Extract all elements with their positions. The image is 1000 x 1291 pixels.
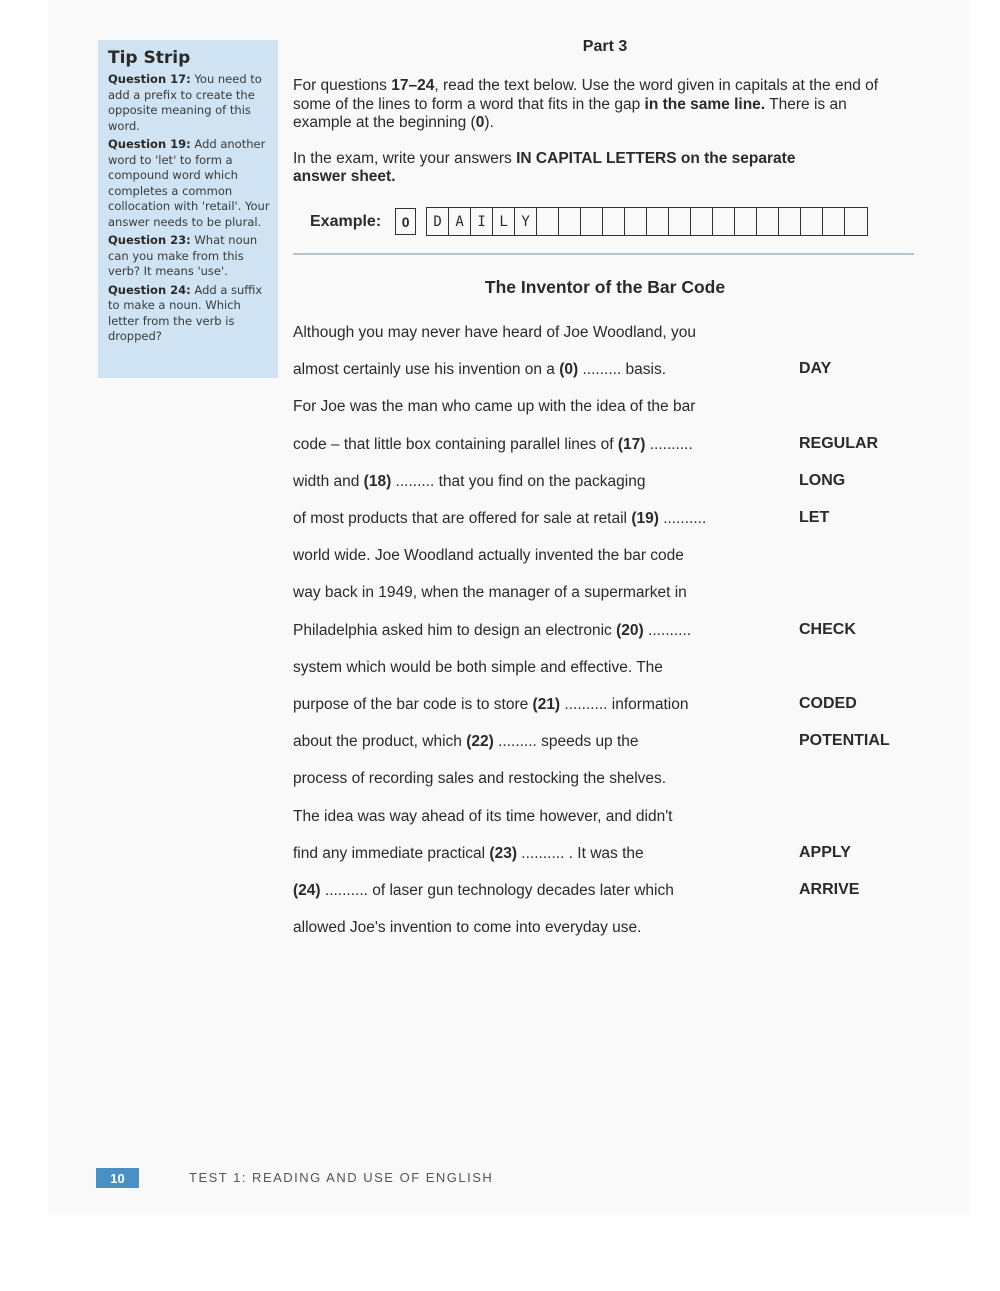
- keyword: LET: [799, 509, 830, 526]
- gap-number: (20): [616, 622, 644, 639]
- gap-number: (17): [617, 436, 646, 453]
- tip-label: Question 17:: [108, 72, 191, 86]
- example-answer-boxes: [426, 207, 868, 236]
- gap-number: (24): [293, 882, 321, 899]
- instr-bold: answer sheet.: [293, 168, 396, 185]
- text-fragment: system which would be both simple and effective. The: [293, 659, 663, 676]
- tip-text: What noun can you make from this verb? It means 'use'.: [108, 233, 258, 278]
- text-fragment: .......... . It was the: [517, 845, 644, 862]
- example-letter-box: Y: [515, 208, 537, 235]
- tip-item-q23: [108, 233, 270, 280]
- instr-text: , read the text below. Use the word given in capitals at the end of some of the lines to form a word that fits in the gap: [293, 77, 879, 113]
- tip-text: You need to add a prefix to create the opposite meaning of this word.: [108, 72, 262, 133]
- part-heading: Part 3: [582, 38, 628, 55]
- text-line: [293, 659, 663, 677]
- text-fragment: Philadelphia asked him to design an electronic: [293, 622, 617, 639]
- example-letter-box: I: [471, 208, 493, 235]
- example-letter-box: [779, 208, 801, 235]
- text-fragment: of most products that are offered for sale at retail: [293, 510, 632, 527]
- example-letter-box: [801, 208, 823, 235]
- text-fragment: width and: [293, 473, 364, 490]
- tip-strip: [98, 40, 278, 378]
- example-letter-box: [757, 208, 779, 235]
- text-fragment: way back in 1949, when the manager of a supermarket in: [293, 584, 687, 601]
- keyword: CODED: [799, 695, 857, 712]
- text-line: [293, 919, 641, 937]
- text-line: [293, 808, 673, 826]
- text-fragment: The idea was way ahead of its time however, and didn't: [293, 808, 673, 825]
- text-fragment: ..........: [658, 510, 707, 527]
- example-label: Example:: [310, 212, 382, 230]
- text-fragment: almost certainly use his invention on a: [293, 361, 560, 378]
- text-fragment: code – that little box containing parallel lines of: [293, 436, 618, 453]
- keyword: ARRIVE: [799, 881, 860, 898]
- page-number: 10: [96, 1168, 139, 1188]
- text-line: [293, 733, 639, 751]
- footer-title: TEST 1: READING AND USE OF ENGLISH: [189, 1170, 494, 1185]
- instructions: [293, 77, 908, 204]
- tip-item-q24: [108, 283, 270, 345]
- example-letter-box: D: [427, 208, 449, 235]
- example-letter-box: [625, 208, 647, 235]
- text-fragment: .......... information: [560, 696, 689, 713]
- tip-item-q17: [108, 72, 270, 134]
- tip-label: Question 24:: [108, 282, 191, 297]
- instr-bold: IN CAPITAL LETTERS on the separate: [516, 149, 796, 167]
- text-fragment: allowed Joe's invention to come into everyday use.: [293, 919, 642, 936]
- tip-strip-title: Tip Strip: [108, 48, 191, 68]
- keyword: DAY: [799, 360, 832, 377]
- instr-bold: 0: [475, 114, 485, 131]
- gap-number: (22): [466, 733, 494, 750]
- tip-label: Question 23:: [108, 233, 191, 247]
- text-fragment: ......... speeds up the: [493, 733, 639, 750]
- text-line: [293, 473, 645, 491]
- text-line: [293, 770, 666, 788]
- text-line: [293, 584, 687, 602]
- tip-item-q19: [108, 137, 270, 230]
- instr-text: There is an example at the beginning (: [293, 95, 847, 131]
- example-letter-box: [713, 208, 735, 235]
- instructions-paragraph-2: [293, 150, 908, 187]
- text-line: [293, 882, 674, 900]
- text-fragment: ..........: [643, 622, 692, 639]
- gap-number: (19): [631, 510, 659, 527]
- example-letter-box: [537, 208, 559, 235]
- text-fragment: find any immediate practical: [293, 845, 490, 862]
- text-fragment: ......... that you find on the packaging: [391, 473, 646, 490]
- text-fragment: process of recording sales and restocking the shelves.: [293, 770, 667, 787]
- text-fragment: world wide. Joe Woodland actually invented the bar code: [293, 547, 684, 564]
- text-line: [293, 436, 693, 454]
- divider: [293, 253, 914, 255]
- text-fragment: ......... basis.: [578, 361, 667, 378]
- text-line: [293, 696, 688, 714]
- example-letter-box: [581, 208, 603, 235]
- keyword: CHECK: [799, 621, 856, 638]
- example-letter-box: L: [493, 208, 515, 235]
- text-fragment: For Joe was the man who came up with the idea of the bar: [293, 398, 696, 415]
- text-fragment: purpose of the bar code is to store: [293, 696, 533, 713]
- example-number-box: 0: [395, 208, 416, 235]
- instr-text: For questions: [293, 77, 392, 94]
- text-line: [293, 361, 666, 379]
- keyword: LONG: [799, 472, 846, 489]
- text-fragment: about the product, which: [293, 733, 467, 750]
- tip-text: Add a suffix to make a noun. Which letter from the verb is dropped?: [108, 282, 263, 343]
- tip-text: Add another word to 'let' to form a compound word which completes a common collocation with 'retail'. Your answer needs to be plural.: [108, 137, 270, 229]
- example-letter-box: [603, 208, 625, 235]
- text-fragment: Although you may never have heard of Joe Woodland, you: [293, 324, 696, 341]
- instructions-paragraph-1: [293, 77, 908, 133]
- text-title: The Inventor of the Bar Code: [484, 277, 726, 297]
- instr-text: In the exam, write your answers: [293, 149, 517, 167]
- example-letter-box: [691, 208, 713, 235]
- example-letter-box: [845, 208, 867, 235]
- example-letter-box: [559, 208, 581, 235]
- text-line: [293, 398, 695, 416]
- tip-label: Question 19:: [108, 137, 191, 151]
- example-letter-box: A: [449, 208, 471, 235]
- text-line: [293, 845, 644, 863]
- example-row: [310, 207, 868, 236]
- text-line: [293, 510, 706, 528]
- example-letter-box: [669, 208, 691, 235]
- example-letter-box: [735, 208, 757, 235]
- gap-number: (0): [559, 361, 579, 378]
- instr-bold: 17–24: [391, 77, 435, 94]
- example-letter-box: [647, 208, 669, 235]
- example-letter-box: [823, 208, 845, 235]
- text-line: [293, 547, 684, 565]
- instr-text: ).: [484, 114, 494, 131]
- text-line: [293, 622, 691, 640]
- gap-number: (23): [489, 845, 517, 862]
- keyword: REGULAR: [799, 435, 879, 452]
- keyword: APPLY: [799, 844, 851, 861]
- text-line: [293, 324, 696, 342]
- instr-bold: in the same line.: [644, 95, 766, 113]
- gap-number: (18): [363, 473, 392, 490]
- keyword: POTENTIAL: [799, 732, 890, 749]
- text-fragment: .......... of laser gun technology decades later which: [320, 882, 674, 899]
- text-fragment: ..........: [645, 436, 693, 453]
- gap-number: (21): [532, 696, 561, 713]
